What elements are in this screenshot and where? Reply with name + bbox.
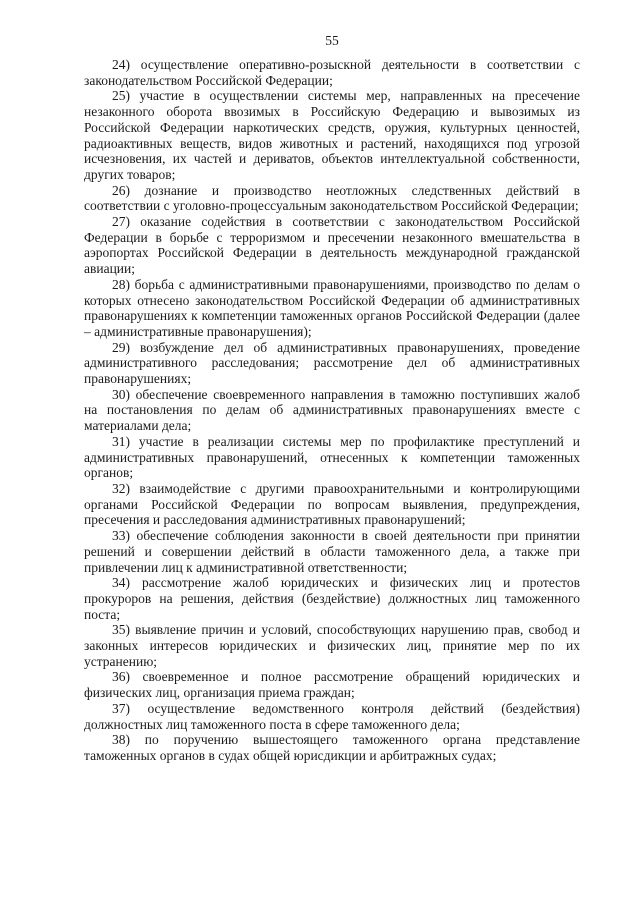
paragraph-list <box>84 57 580 764</box>
list-item: 27) оказание содействия в соответствии с законодательством Российской Федерации в борьбе с терроризмом и пресечении незаконного вмешательства в аэропортах Российской Федерации в деятельность международной гражданской авиации; <box>84 214 580 277</box>
list-item: 26) дознание и производство неотложных следственных действий в соответствии с уголовно-процессуальным законодательством Российской Федерации; <box>84 182 580 214</box>
list-item: 29) возбуждение дел об административных правонарушениях, проведение административного расследования; рассмотрение дел об административных правонарушениях; <box>84 339 580 387</box>
list-item: 24) осуществление оперативно-розыскной деятельности в соответствии с законодательством Российской Федерации; <box>84 57 580 88</box>
list-item: 28) борьба с административными правонарушениями, производство по делам о которых отнесено законодательством Российской Федерации об административных правонарушениях к компетенции таможенных органов Российской Федерации (далее – административные правонарушения); <box>84 276 580 339</box>
list-item: 32) взаимодействие с другими правоохранительными и контролирующими органами Российской Федерации по вопросам выявления, предупреждения, пресечения и расследования административных правонарушений; <box>84 480 580 528</box>
list-item: 34) рассмотрение жалоб юридических и физических лиц и протестов прокуроров на решения, действия (бездействие) должностных лиц таможенного поста; <box>84 575 580 622</box>
list-item: 33) обеспечение соблюдения законности в своей деятельности при принятии решений и совершении действий в области таможенного дела, а также при привлечении лиц к административной ответственности; <box>84 528 580 575</box>
list-item: 30) обеспечение своевременного направления в таможню поступивших жалоб на постановления по делам об административных правонарушениях вместе с материалами дела; <box>84 386 580 434</box>
list-item: 25) участие в осуществлении системы мер, направленных на пресечение незаконного оборота ввозимых в Российскую Федерацию и вывозимых из Российской Федерации наркотических средств, оружия, культурных ценностей, радиоактивных веществ, видов животных и растений, находящихся под угрозой исчезновения, их частей и дериватов, объектов интеллектуальной собственности, других товаров; <box>84 88 580 182</box>
list-item: 35) выявление причин и условий, способствующих нарушению прав, свобод и законных интересов юридических и физических лиц, принятие мер по их устранению; <box>84 622 580 669</box>
list-item: 31) участие в реализации системы мер по профилактике преступлений и административных правонарушений, отнесенных к компетенции таможенных органов; <box>84 433 580 481</box>
page-number: 55 <box>325 33 339 48</box>
list-item: 36) своевременное и полное рассмотрение обращений юридических и физических лиц, организация приема граждан; <box>84 669 580 701</box>
list-item: 38) по поручению вышестоящего таможенного органа представление таможенных органов в судах общей юрисдикции и арбитражных судах; <box>84 732 580 763</box>
list-item: 37) осуществление ведомственного контроля действий (бездействия) должностных лиц таможенного поста в сфере таможенного дела; <box>84 700 580 732</box>
